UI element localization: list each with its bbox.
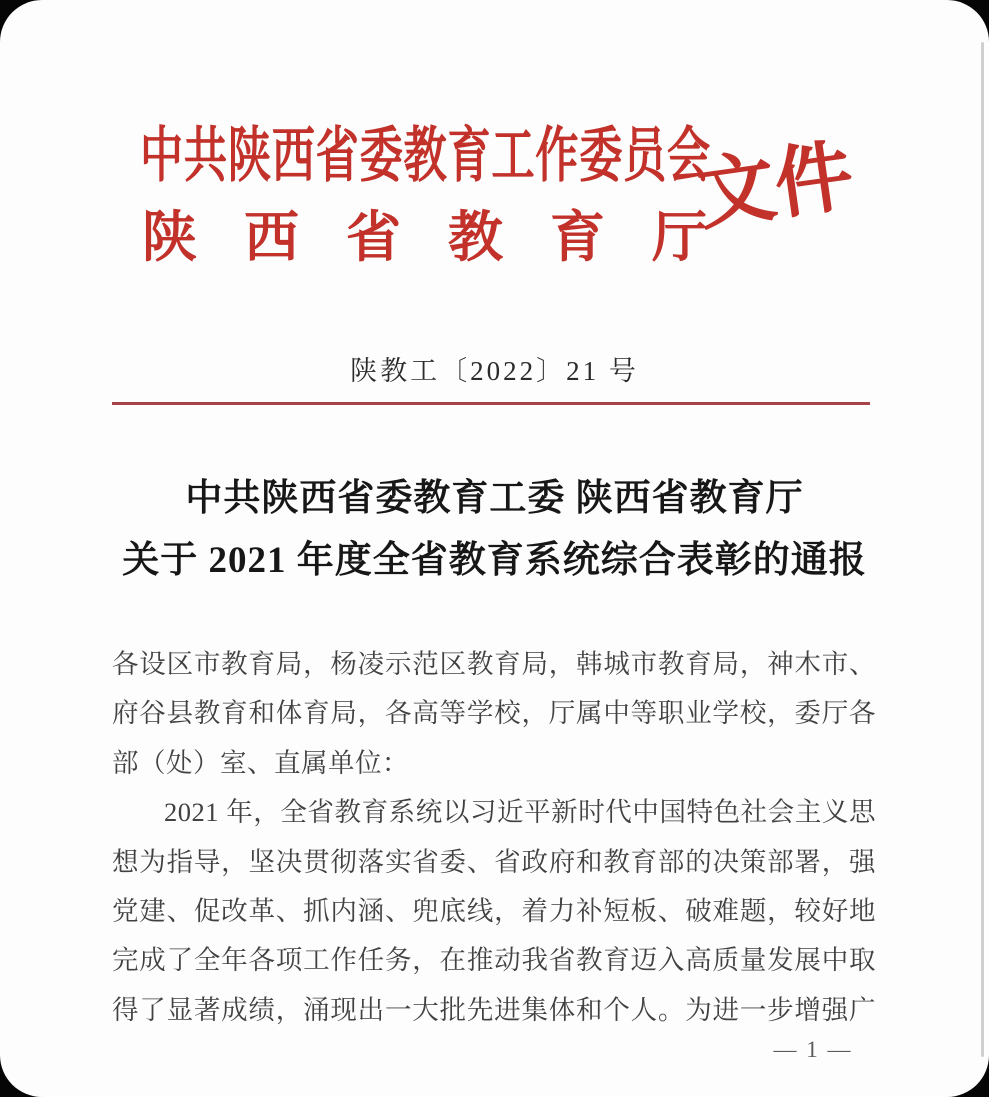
- red-divider-line: [112, 402, 870, 405]
- doc-number: 陕教工〔2022〕21 号: [350, 356, 639, 386]
- document-title-line1: 中共陕西省委教育工委 陕西省教育厅: [185, 478, 804, 519]
- document-title-line2: 关于 2021 年度全省教育系统综合表彰的通报: [122, 540, 867, 581]
- letterhead-org-line1: 中共陕西省委教育工作委员会: [140, 123, 711, 189]
- body-line: 得了显著成绩，涌现出一大批先进集体和个人。为进一步增强广: [112, 994, 876, 1025]
- body-line: 府谷县教育和体育局，各高等学校，厅属中等职业学校，委厅各: [112, 698, 876, 729]
- body-line: 各设区市教育局，杨凌示范区教育局，韩城市教育局，神木市、: [112, 649, 876, 679]
- body-line: 2021 年，全省教育系统以习近平新时代中国特色社会主义思: [164, 797, 876, 828]
- page-edge-line: [981, 42, 984, 1057]
- body-text: [112, 640, 876, 1035]
- page-number: — 1 —: [773, 1037, 853, 1062]
- letterhead-doc-type-label: 文件: [691, 131, 859, 240]
- body-line: 想为指导，坚决贯彻落实省委、省政府和教育部的决策部署，强: [112, 846, 876, 877]
- body-line: 党建、促改革、抓内涵、兜底线，着力补短板、破难题，较好地: [112, 895, 876, 926]
- body-line: 部（处）室、直属单位：: [112, 747, 409, 778]
- body-line: 完成了全年各项工作任务，在推动我省教育迈入高质量发展中取: [112, 945, 876, 976]
- letterhead-org-line2: 陕西省教育厅: [142, 207, 755, 268]
